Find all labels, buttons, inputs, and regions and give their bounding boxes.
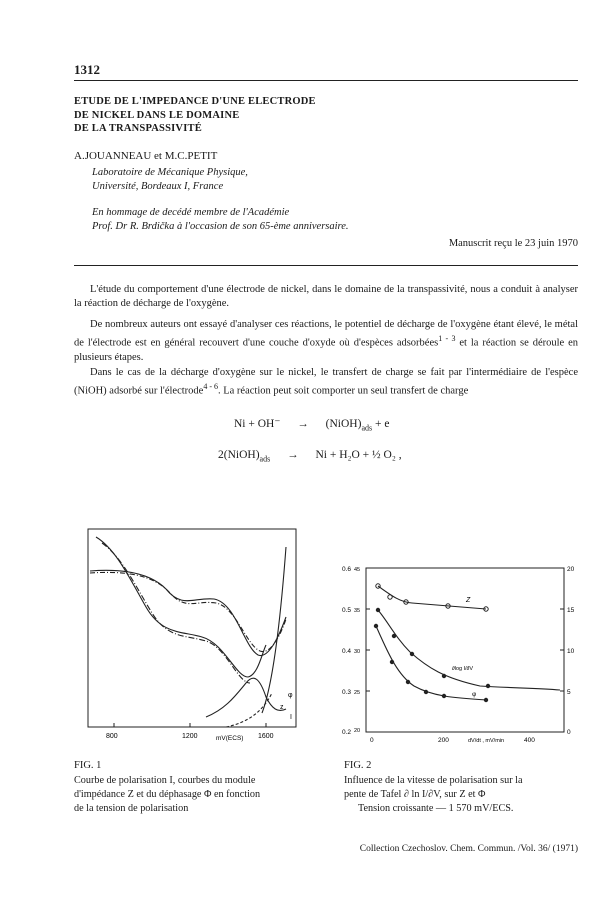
- phi-point: [484, 698, 488, 702]
- section-rule: [74, 265, 578, 266]
- fig1-curve-label-phi: φ: [288, 692, 293, 699]
- paragraph-3-text-end: . La réaction peut soit comporter un seul transfert de charge: [217, 385, 469, 397]
- figure-2-plot: [340, 562, 580, 750]
- fig2-inner-tick: 20: [354, 728, 361, 734]
- paragraph-2-text: De nombreux auteurs ont essayé d'analyser ces réactions, le potentiel de décharge de l'oxygène étant élevé, le métal de l'électrode est en général recouvert d'une couche d'oxyde où d'espèces adsorbées: [74, 319, 578, 349]
- caption-line: Tension croissante — 1 570 mV/ECS.: [358, 803, 514, 814]
- eq2-left: 2(NiOH): [218, 449, 260, 461]
- fig2-xlabel: dV/dt , mV/min: [468, 738, 505, 744]
- fig2-right-tick-10: 10: [567, 648, 575, 655]
- eq2-right: Ni + H₂O + ½ O₂ ,: [315, 449, 402, 461]
- authors: A.JOUANNEAU et M.C.PETIT: [74, 150, 218, 162]
- paragraph-2-text-end: et la réaction se déroule en plusieurs étapes.: [74, 337, 578, 363]
- title-line: DE NICKEL DANS LE DOMAINE: [74, 109, 240, 121]
- fig2-label-phi: φ: [472, 691, 477, 698]
- figure-2-label: FIG. 2: [344, 760, 372, 771]
- fig1-xtick-1200: 1200: [182, 733, 198, 740]
- caption-line: Influence de la vitesse de polarisation sur la: [344, 775, 523, 786]
- fig1-xtick-1600: 1600: [258, 733, 274, 740]
- phi-point: [390, 660, 394, 664]
- figure-1-label: FIG. 1: [74, 760, 102, 771]
- figure-1-frame: [88, 529, 296, 727]
- tafel-point: [410, 652, 414, 656]
- z-point: [388, 595, 392, 599]
- fig2-left-tick-06: 0.6: [342, 566, 352, 573]
- title-line: DE LA TRANSPASSIVITÉ: [74, 123, 202, 134]
- fig1-curve-label-z: z: [280, 704, 284, 711]
- fig2-right-tick-0: 0: [567, 729, 571, 736]
- curve-phi: [96, 537, 266, 677]
- curve-phi-dashdot: [102, 543, 250, 683]
- phi-point: [374, 624, 378, 628]
- eq1-sub: ads: [361, 423, 373, 433]
- fig2-inner-tick: 35: [354, 608, 361, 614]
- fig1-xtick-800: 800: [106, 733, 118, 740]
- affiliation: [92, 166, 248, 194]
- tafel-point: [392, 634, 396, 638]
- equation-2: [218, 449, 402, 463]
- fig2-inner-tick: 45: [354, 567, 361, 573]
- citation-sup: 4 - 6: [203, 382, 218, 391]
- fig2-left-tick-03: 0.3: [342, 689, 352, 696]
- caption-line: de la tension de polarisation: [74, 803, 189, 814]
- paragraph-3: [74, 366, 578, 399]
- paragraph-3-text: Dans le cas de la décharge d'oxygène sur le nickel, le transfert de charge se fait par l'intermédiaire de l'espèce (NiOH) adsorbé sur l'électrode: [74, 367, 578, 397]
- fig2-label-tafel: ∂log I/∂V: [452, 666, 474, 672]
- dedication: [92, 206, 349, 234]
- eq1-right: (NiOH): [325, 418, 362, 430]
- curve-i-rise: [262, 547, 286, 713]
- eq1-tail: + e: [372, 418, 390, 430]
- fig2-inner-tick: 25: [354, 690, 361, 696]
- fig2-right-tick-15: 15: [567, 607, 575, 614]
- fig2-label-z: Z: [466, 597, 471, 604]
- page-number: 1312: [74, 62, 100, 77]
- figure-1-caption: [74, 774, 260, 816]
- fig2-inner-tick: 30: [354, 649, 361, 655]
- affiliation-line: Université, Bordeaux I, France: [92, 181, 224, 192]
- article-title: [74, 95, 316, 136]
- figure-2-frame: [366, 568, 564, 732]
- figure-2-caption: [344, 774, 523, 816]
- caption-line: pente de Tafel ∂ ln I/∂V, sur Z et Φ: [344, 789, 486, 800]
- phi-point: [442, 694, 446, 698]
- curve-z-dashdot: [90, 572, 286, 651]
- tafel-point: [486, 684, 490, 688]
- eq1-left: Ni + OH⁻: [234, 418, 281, 430]
- caption-line: d'impédance Z et du déphasage Φ en fonction: [74, 789, 261, 800]
- tafel-point: [376, 608, 380, 612]
- paragraph-2: [74, 318, 578, 365]
- phi-point: [424, 690, 428, 694]
- curve-i-lower: [206, 678, 286, 717]
- footer-citation: Collection Czechoslov. Chem. Commun. /Vol. 36/ (1971): [359, 844, 578, 854]
- fig2-right-tick-5: 5: [567, 689, 571, 696]
- fig2-left-tick-05: 0.5: [342, 607, 352, 614]
- figure-1-plot: [86, 527, 306, 749]
- fig2-xtick-200: 200: [438, 737, 449, 744]
- citation-sup: 1 - 3: [438, 334, 456, 343]
- dedication-line: Prof. Dr R. Brdička à l'occasion de son 65-ème anniversaire.: [92, 221, 349, 232]
- fig2-right-tick-20: 20: [567, 566, 575, 573]
- fig2-xtick-0: 0: [370, 737, 374, 744]
- fig1-xaxis-unit: mV(ECS): [216, 735, 244, 742]
- tafel-point: [442, 674, 446, 678]
- fig2-xtick-400: 400: [524, 737, 535, 744]
- dedication-line: En hommage de decédé membre de l'Académie: [92, 207, 290, 218]
- affiliation-line: Laboratoire de Mécanique Physique,: [92, 167, 248, 178]
- eq2-sub: ads: [259, 454, 271, 464]
- fig2-left-tick-04: 0.4: [342, 648, 352, 655]
- caption-line: Courbe de polarisation I, courbes du module: [74, 775, 256, 786]
- header-rule: [74, 80, 578, 81]
- title-line: ETUDE DE L'IMPEDANCE D'UNE ELECTRODE: [74, 96, 316, 107]
- received-date: Manuscrit reçu le 23 juin 1970: [448, 238, 578, 249]
- paragraph-1: L'étude du comportement d'une électrode de nickel, dans le domaine de la transpassivité, nous a conduit à analyser la réaction de décharge de l'oxygène.: [74, 284, 578, 309]
- curve-z-upper: [90, 570, 286, 655]
- eq2-arrow: →: [287, 449, 299, 461]
- fig1-curve-label-i: I: [290, 714, 292, 721]
- phi-point: [406, 680, 410, 684]
- fig2-left-tick-02: 0.2: [342, 729, 352, 736]
- equation-1: [234, 416, 389, 432]
- eq1-arrow: →: [297, 418, 309, 430]
